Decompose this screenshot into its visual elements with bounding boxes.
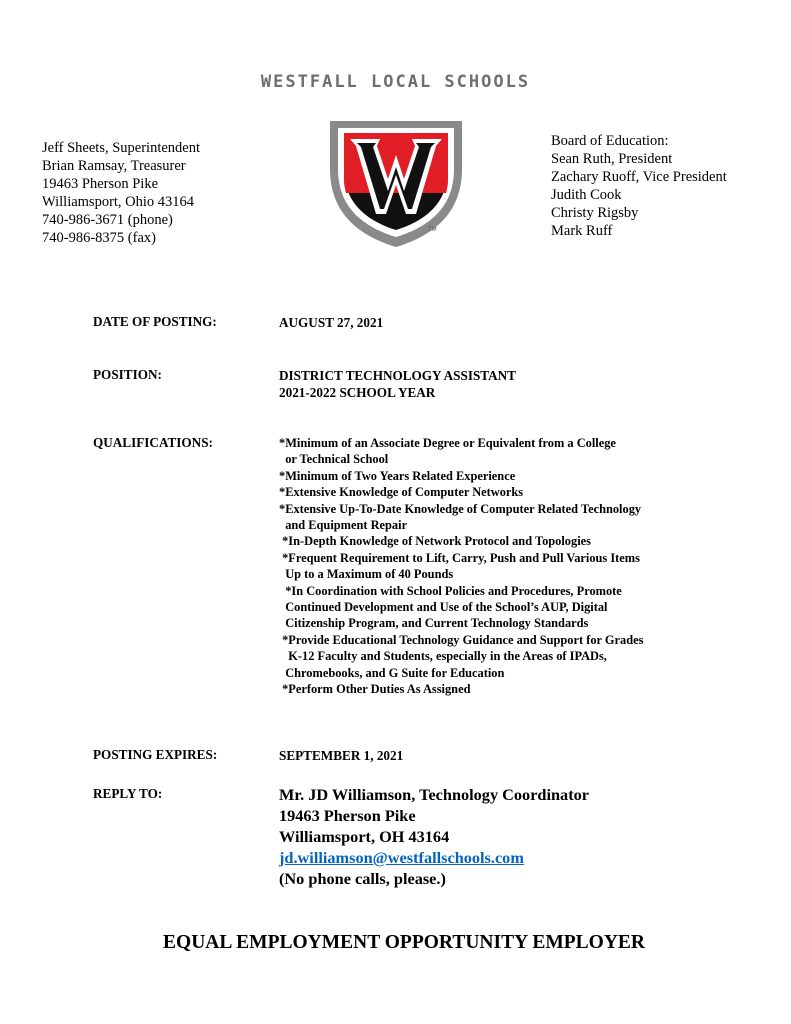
qualification-line: *Frequent Requirement to Lift, Carry, Push and Pull Various Items xyxy=(279,550,640,565)
board-line: Sean Ruth, President xyxy=(551,151,673,167)
qualification-line: *In-Depth Knowledge of Network Protocol and Topologies xyxy=(279,534,591,549)
date-label: DATE OF POSTING: xyxy=(93,314,217,329)
reply-email-link[interactable]: jd.williamson@westfallschools.com xyxy=(279,848,524,867)
admin-line: Brian Ramsay, Treasurer xyxy=(42,158,186,174)
board-line: Mark Ruff xyxy=(551,223,613,239)
board-line: Board of Education: xyxy=(551,133,669,149)
qualification-line: or Technical School xyxy=(279,452,389,467)
reply-label: REPLY TO: xyxy=(93,786,163,801)
board-line: Judith Cook xyxy=(551,187,622,203)
qualification-line: *Perform Other Duties As Assigned xyxy=(279,682,471,697)
qualification-line: Chromebooks, and G Suite for Education xyxy=(279,665,505,680)
qualification-line: K-12 Faculty and Students, especially in the Areas of IPADs, xyxy=(279,649,607,664)
westfall-w-shield-logo-icon xyxy=(328,119,464,249)
qualification-line: *Minimum of Two Years Related Experience xyxy=(279,468,516,483)
board-of-education-block xyxy=(551,132,727,240)
qualifications-list xyxy=(279,435,643,698)
school-name: WESTFALL LOCAL SCHOOLS xyxy=(260,72,531,92)
qualification-line: Continued Development and Use of the School’s AUP, Digital xyxy=(279,600,608,615)
eeo-statement: EQUAL EMPLOYMENT OPPORTUNITY EMPLOYER xyxy=(163,932,645,953)
date-value: AUGUST 27, 2021 xyxy=(279,315,384,330)
position-label: POSITION: xyxy=(93,367,162,382)
reply-address xyxy=(279,784,589,889)
reply-street: 19463 Pherson Pike xyxy=(279,806,416,825)
qualification-line: Up to a Maximum of 40 Pounds xyxy=(279,567,454,582)
qualification-line: *Extensive Up-To-Date Knowledge of Computer Related Technology xyxy=(279,501,642,516)
position-value xyxy=(279,367,516,401)
qualification-line: *Provide Educational Technology Guidance and Support for Grades xyxy=(279,632,644,647)
expires-value: SEPTEMBER 1, 2021 xyxy=(279,748,404,763)
admin-line: Jeff Sheets, Superintendent xyxy=(42,140,200,156)
board-line: Zachary Ruoff, Vice President xyxy=(551,169,727,185)
expires-label: POSTING EXPIRES: xyxy=(93,747,218,762)
reply-name: Mr. JD Williamson, Technology Coordinator xyxy=(279,785,589,804)
admin-line: Williamsport, Ohio 43164 xyxy=(42,194,195,210)
admin-line: 19463 Pherson Pike xyxy=(42,176,158,192)
administration-contact-block xyxy=(42,139,200,247)
position-line: DISTRICT TECHNOLOGY ASSISTANT xyxy=(279,368,516,383)
position-line: 2021-2022 SCHOOL YEAR xyxy=(279,385,436,400)
trademark-mark: TM xyxy=(428,227,437,233)
reply-note: (No phone calls, please.) xyxy=(279,869,446,888)
reply-city: Williamsport, OH 43164 xyxy=(279,827,450,846)
qualifications-label: QUALIFICATIONS: xyxy=(93,435,213,450)
qualification-line: Citizenship Program, and Current Technology Standards xyxy=(279,616,589,631)
admin-line: 740-986-8375 (fax) xyxy=(42,230,156,246)
qualification-line: *Extensive Knowledge of Computer Networks xyxy=(279,485,524,500)
qualification-line: *Minimum of an Associate Degree or Equivalent from a College xyxy=(279,436,616,450)
qualification-line: *In Coordination with School Policies and Procedures, Promote xyxy=(279,583,622,598)
board-line: Christy Rigsby xyxy=(551,205,639,221)
admin-line: 740-986-3671 (phone) xyxy=(42,212,173,228)
qualification-line: and Equipment Repair xyxy=(279,518,408,533)
